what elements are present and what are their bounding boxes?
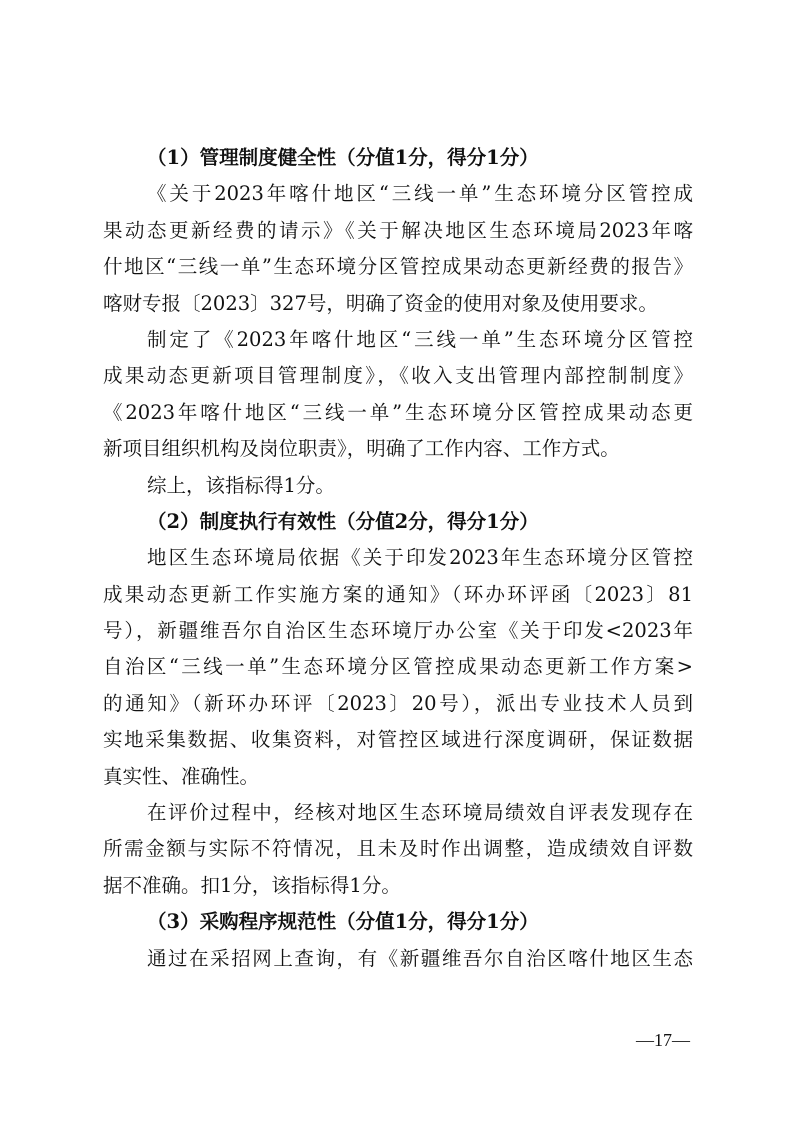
paragraph-line: 在评价过程中，经核对地区生态环境局绩效自评表发现存在 <box>147 801 693 825</box>
section-heading-3: （3）采购程序规范性（分值1分，得分1分） <box>147 910 539 934</box>
paragraph-line: 果动态更新经费的请示》《关于解决地区生态环境局2023年喀 <box>103 218 693 242</box>
paragraph-line: 综上，该指标得1分。 <box>147 473 335 497</box>
section-heading-2: （2）制度执行有效性（分值2分，得分1分） <box>147 509 539 533</box>
paragraph-line: 实地采集数据、收集资料，对管控区域进行深度调研，保证数据 <box>103 728 693 752</box>
page-number: —17— <box>636 1030 690 1050</box>
paragraph-line: 《关于2023年喀什地区“三线一单”生态环境分区管控成 <box>147 182 693 206</box>
paragraph-line: 地区生态环境局依据《关于印发2023年生态环境分区管控 <box>147 546 693 570</box>
paragraph-line: 自治区“三线一单”生态环境分区管控成果动态更新工作方案> <box>103 655 693 679</box>
document-body <box>103 140 693 977</box>
section-heading-1: （1）管理制度健全性（分值1分，得分1分） <box>147 146 539 169</box>
paragraph-line: 制定了《2023年喀什地区“三线一单”生态环境分区管控 <box>147 327 693 351</box>
paragraph-line: 新项目组织机构及岗位职责》，明确了工作内容、工作方式。 <box>103 437 620 461</box>
paragraph-line: 成果动态更新工作实施方案的通知》（环办环评函〔2023〕81 <box>103 582 693 606</box>
paragraph-line: 所需金额与实际不符情况，且未及时作出调整，造成绩效自评数 <box>103 837 693 861</box>
paragraph-line: 喀财专报〔2023〕327号，明确了资金的使用对象及使用要求。 <box>103 291 658 315</box>
paragraph-line: 成果动态更新项目管理制度》，《收入支出管理内部控制制度》 <box>103 364 693 388</box>
paragraph-line: 的通知》（新环办环评〔2023〕20号），派出专业技术人员到 <box>103 691 693 715</box>
paragraph-line: 《2023年喀什地区“三线一单”生态环境分区管控成果动态更 <box>103 400 693 424</box>
paragraph-line: 通过在采招网上查询，有《新疆维吾尔自治区喀什地区生态 <box>147 946 693 970</box>
paragraph-line: 真实性、准确性。 <box>103 764 260 788</box>
paragraph-line: 号），新疆维吾尔自治区生态环境厅办公室《关于印发<2023年 <box>103 619 693 643</box>
paragraph-line: 什地区“三线一单”生态环境分区管控成果动态更新经费的报告》 <box>103 255 693 279</box>
paragraph-line: 据不准确。扣1分，该指标得1分。 <box>103 873 401 897</box>
